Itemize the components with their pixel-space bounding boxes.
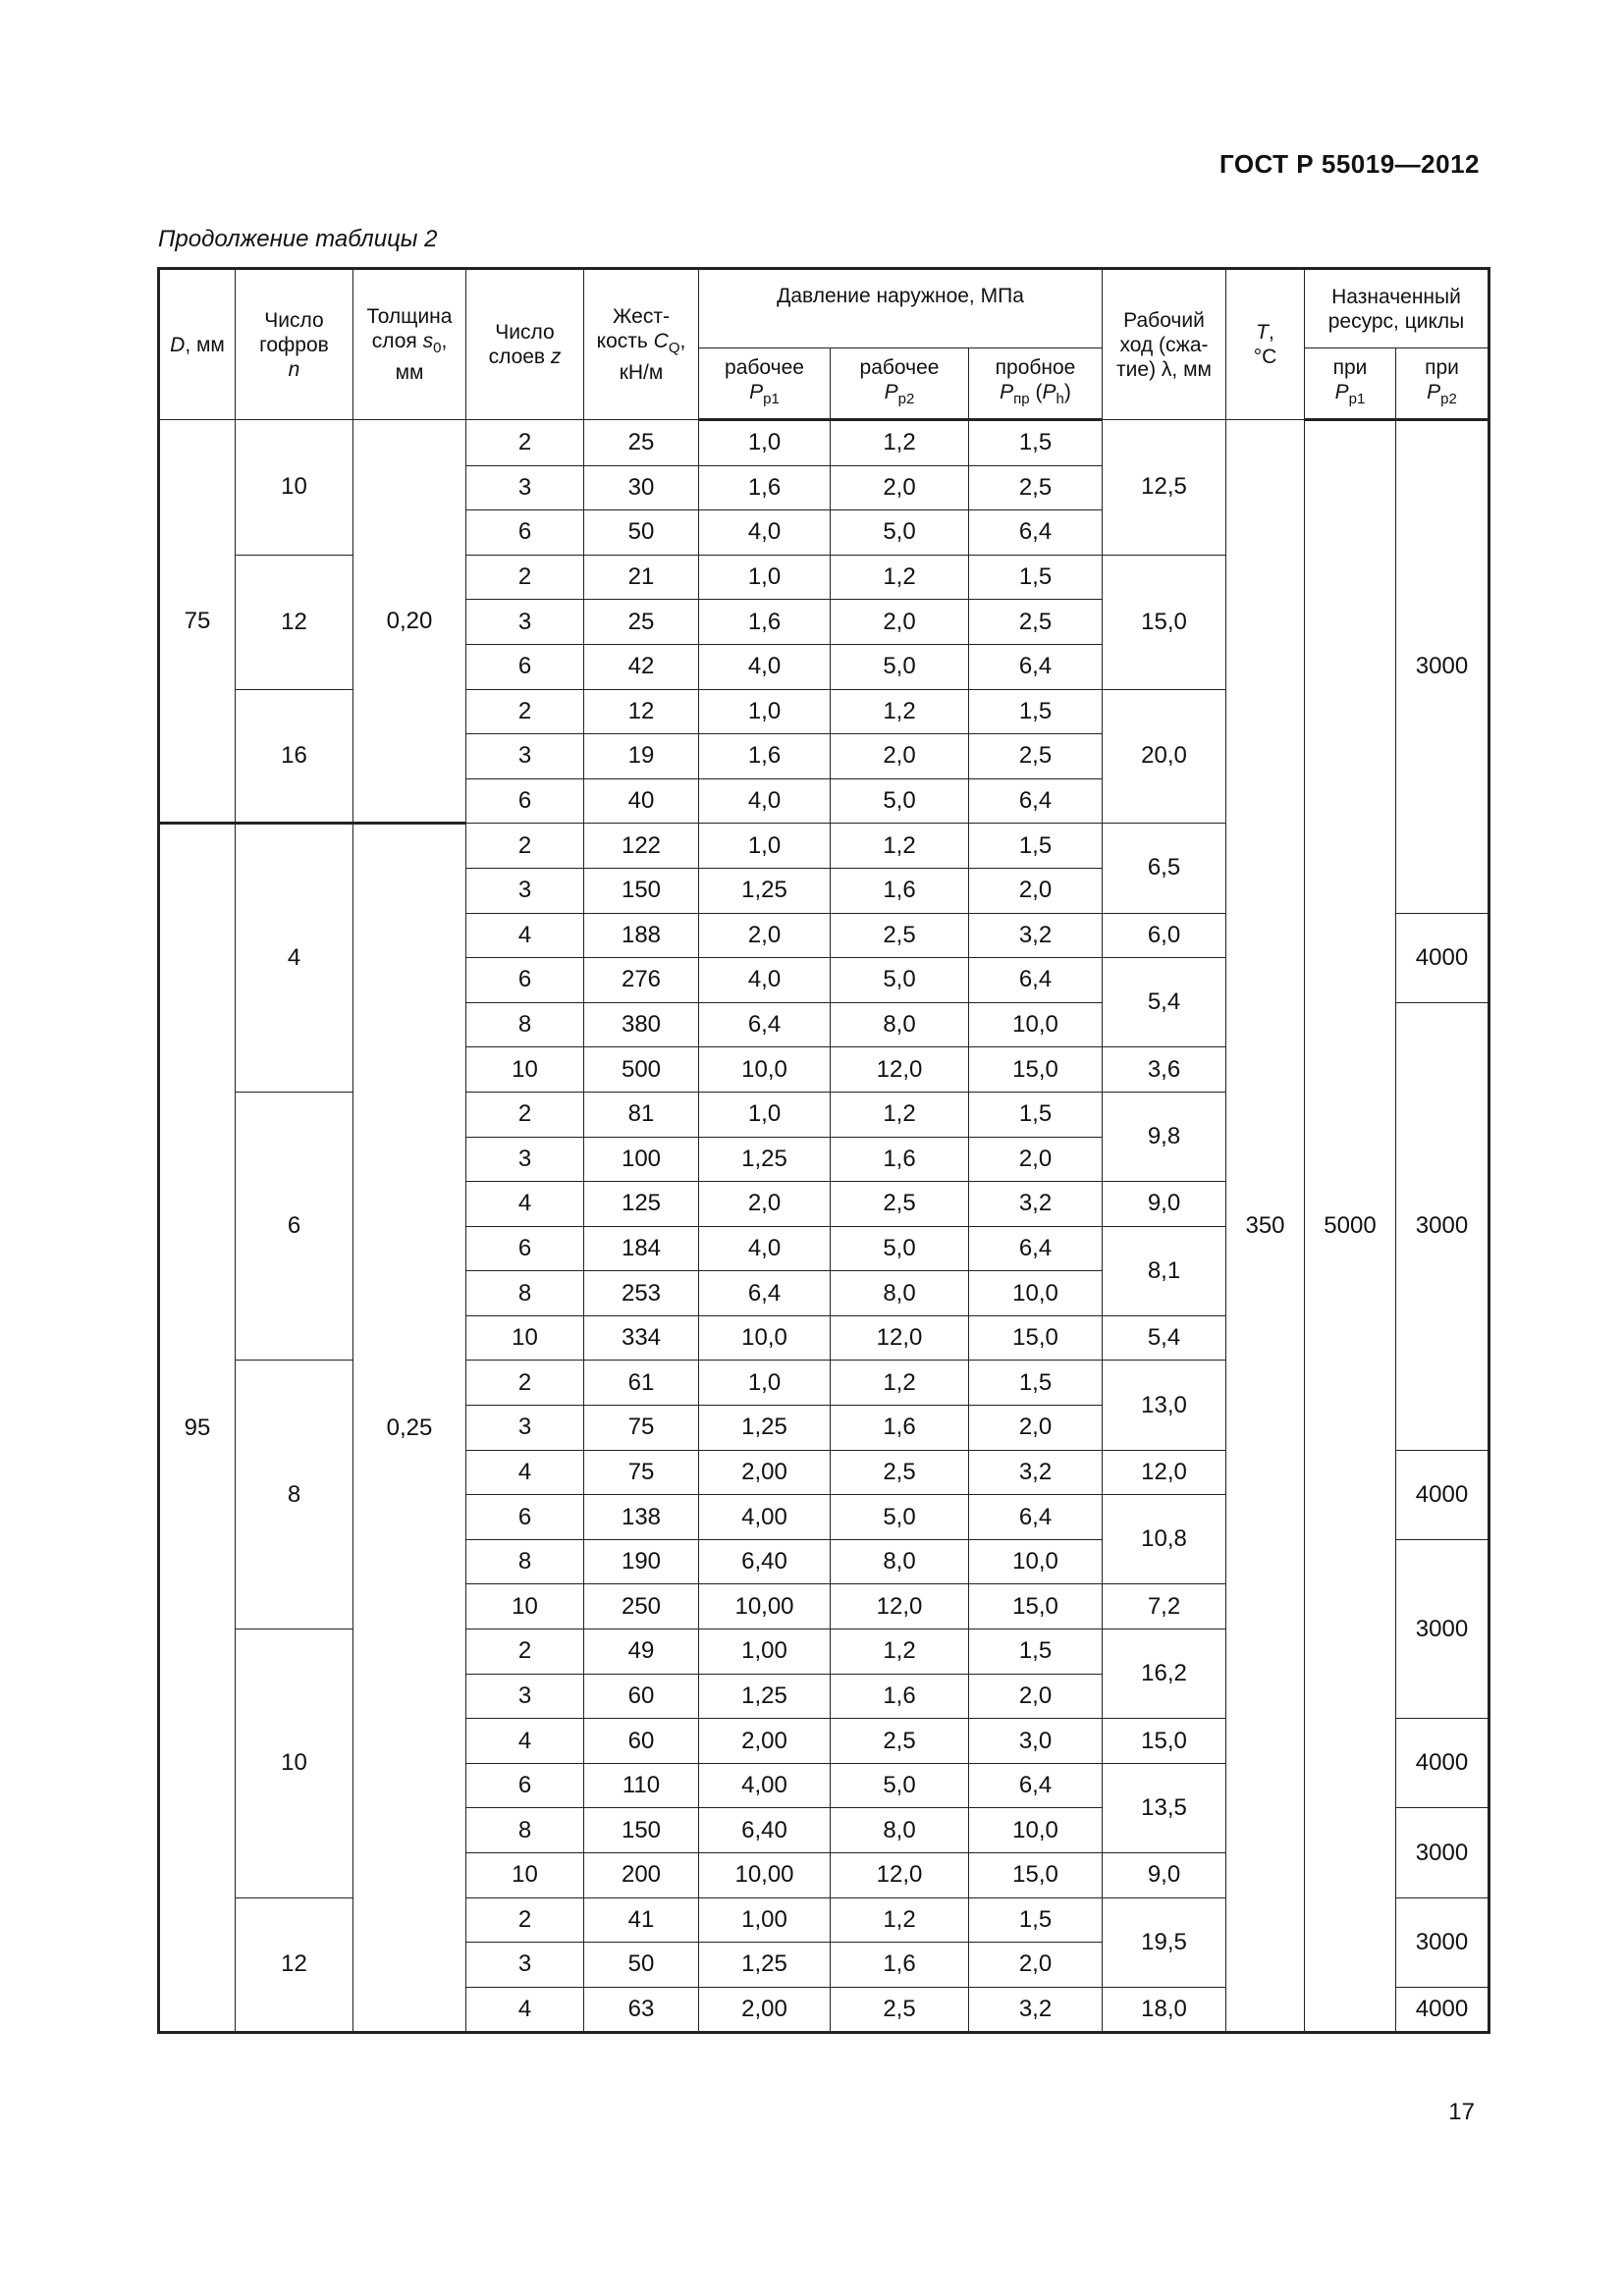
cell-resource-p2: 4000: [1396, 1987, 1489, 2033]
header-resource: Назначенный ресурс, циклы: [1305, 269, 1489, 348]
cell-corrugations: 12: [236, 555, 353, 689]
cell-working-p1: 1,0: [699, 824, 831, 869]
cell-stiffness: 125: [584, 1182, 699, 1227]
cell-layers: 4: [466, 1987, 584, 2033]
cell-working-p2: 2,0: [831, 600, 969, 645]
cell-working-p2: 2,5: [831, 1987, 969, 2033]
cell-stiffness: 25: [584, 420, 699, 466]
cell-layers: 2: [466, 689, 584, 734]
cell-corrugations: 8: [236, 1361, 353, 1629]
cell-stiffness: 138: [584, 1495, 699, 1540]
cell-stroke: 13,5: [1103, 1763, 1226, 1852]
cell-working-p2: 12,0: [831, 1853, 969, 1898]
cell-working-p2: 1,6: [831, 1674, 969, 1719]
cell-test-pressure: 2,5: [969, 600, 1103, 645]
cell-resource-p2: 3000: [1396, 1002, 1489, 1450]
cell-layers: 4: [466, 1450, 584, 1495]
cell-stiffness: 250: [584, 1584, 699, 1629]
cell-working-p1: 1,0: [699, 1361, 831, 1406]
header-temperature: T, °C: [1226, 269, 1305, 420]
cell-working-p2: 8,0: [831, 1808, 969, 1853]
cell-diameter: 75: [159, 420, 236, 824]
cell-layers: 3: [466, 1674, 584, 1719]
cell-test-pressure: 6,4: [969, 510, 1103, 556]
cell-stiffness: 12: [584, 689, 699, 734]
cell-working-p2: 12,0: [831, 1584, 969, 1629]
cell-working-p1: 1,25: [699, 1943, 831, 1988]
cell-working-p2: 8,0: [831, 1002, 969, 1047]
cell-working-p1: 1,00: [699, 1629, 831, 1675]
cell-working-p1: 2,00: [699, 1450, 831, 1495]
header-working-p2: рабочее $P_{р2}$: [831, 348, 969, 420]
cell-test-pressure: 2,0: [969, 1406, 1103, 1451]
cell-working-p2: 1,2: [831, 1897, 969, 1943]
cell-stiffness: 122: [584, 824, 699, 869]
cell-layers: 2: [466, 1629, 584, 1675]
cell-stroke: 9,0: [1103, 1182, 1226, 1227]
cell-working-p1: 10,00: [699, 1584, 831, 1629]
cell-layers: 2: [466, 1361, 584, 1406]
cell-layers: 8: [466, 1271, 584, 1316]
table-header: [159, 269, 1489, 420]
cell-corrugations: 16: [236, 689, 353, 824]
cell-working-p2: 5,0: [831, 1226, 969, 1271]
cell-working-p1: 1,6: [699, 734, 831, 779]
cell-layers: 3: [466, 1943, 584, 1988]
cell-test-pressure: 3,0: [969, 1719, 1103, 1764]
cell-working-p2: 2,5: [831, 1450, 969, 1495]
cell-working-p2: 5,0: [831, 510, 969, 556]
cell-test-pressure: 2,0: [969, 1943, 1103, 1988]
cell-stroke: 13,0: [1103, 1361, 1226, 1450]
cell-stiffness: 500: [584, 1047, 699, 1093]
cell-working-p2: 1,2: [831, 555, 969, 600]
cell-test-pressure: 3,2: [969, 1450, 1103, 1495]
cell-stiffness: 61: [584, 1361, 699, 1406]
cell-working-p2: 5,0: [831, 1763, 969, 1808]
cell-working-p2: 1,6: [831, 868, 969, 913]
cell-test-pressure: 6,4: [969, 1763, 1103, 1808]
cell-stroke: 8,1: [1103, 1226, 1226, 1315]
cell-working-p1: 1,25: [699, 1674, 831, 1719]
cell-stroke: 6,5: [1103, 824, 1226, 913]
cell-stroke: 16,2: [1103, 1629, 1226, 1719]
cell-stiffness: 100: [584, 1137, 699, 1182]
cell-working-p1: 1,0: [699, 420, 831, 466]
cell-working-p1: 1,25: [699, 868, 831, 913]
cell-stiffness: 40: [584, 778, 699, 824]
cell-test-pressure: 15,0: [969, 1315, 1103, 1361]
cell-layers: 2: [466, 1897, 584, 1943]
cell-working-p1: 10,0: [699, 1315, 831, 1361]
cell-layers: 3: [466, 868, 584, 913]
cell-stroke: 5,4: [1103, 1315, 1226, 1361]
cell-test-pressure: 10,0: [969, 1002, 1103, 1047]
cell-working-p2: 2,5: [831, 1719, 969, 1764]
header-stiffness: Жест- кость $C_Q$, кН/м: [584, 269, 699, 420]
cell-working-p2: 1,6: [831, 1137, 969, 1182]
header-pressure: Давление наружное, МПа: [699, 269, 1103, 348]
header-resource-p1: при $P_{р1}$: [1305, 348, 1396, 420]
cell-working-p2: 5,0: [831, 644, 969, 689]
cell-layers: 6: [466, 510, 584, 556]
cell-working-p2: 8,0: [831, 1271, 969, 1316]
cell-working-p2: 5,0: [831, 1495, 969, 1540]
cell-layers: 6: [466, 644, 584, 689]
cell-resource-p2: 4000: [1396, 913, 1489, 1002]
cell-layers: 6: [466, 958, 584, 1003]
cell-layers: 3: [466, 1137, 584, 1182]
cell-test-pressure: 6,4: [969, 644, 1103, 689]
cell-test-pressure: 10,0: [969, 1271, 1103, 1316]
cell-test-pressure: 3,2: [969, 1182, 1103, 1227]
cell-corrugations: 10: [236, 1629, 353, 1898]
cell-working-p2: 1,2: [831, 1629, 969, 1675]
header-corrugations: Число гофров n: [236, 269, 353, 420]
cell-stroke: 7,2: [1103, 1584, 1226, 1629]
cell-diameter: 95: [159, 824, 236, 2033]
cell-stiffness: 334: [584, 1315, 699, 1361]
cell-working-p1: 4,0: [699, 510, 831, 556]
cell-working-p1: 4,00: [699, 1763, 831, 1808]
cell-temperature: 350: [1226, 420, 1305, 2033]
cell-stiffness: 150: [584, 1808, 699, 1853]
cell-layers: 6: [466, 1495, 584, 1540]
cell-stroke: 18,0: [1103, 1987, 1226, 2033]
cell-stiffness: 200: [584, 1853, 699, 1898]
cell-test-pressure: 1,5: [969, 1092, 1103, 1137]
cell-layers: 8: [466, 1002, 584, 1047]
header-layer-thickness: Толщина слоя $s_0$, мм: [353, 269, 466, 420]
cell-stiffness: 184: [584, 1226, 699, 1271]
cell-stiffness: 81: [584, 1092, 699, 1137]
cell-stiffness: 21: [584, 555, 699, 600]
cell-layers: 2: [466, 824, 584, 869]
cell-working-p1: 1,25: [699, 1137, 831, 1182]
cell-test-pressure: 3,2: [969, 1987, 1103, 2033]
cell-working-p1: 4,0: [699, 958, 831, 1003]
cell-stiffness: 75: [584, 1406, 699, 1451]
header-layers: Число слоев z: [466, 269, 584, 420]
cell-working-p1: 1,25: [699, 1406, 831, 1451]
cell-stroke: 9,8: [1103, 1092, 1226, 1181]
cell-layers: 6: [466, 1763, 584, 1808]
cell-layers: 8: [466, 1539, 584, 1584]
cell-working-p1: 1,00: [699, 1897, 831, 1943]
cell-working-p1: 6,40: [699, 1539, 831, 1584]
cell-stroke: 3,6: [1103, 1047, 1226, 1093]
cell-stroke: 15,0: [1103, 555, 1226, 689]
cell-working-p2: 12,0: [831, 1315, 969, 1361]
cell-resource-p2: 3000: [1396, 1897, 1489, 1987]
cell-working-p1: 1,0: [699, 1092, 831, 1137]
cell-working-p1: 6,4: [699, 1002, 831, 1047]
cell-working-p1: 1,0: [699, 689, 831, 734]
cell-stiffness: 19: [584, 734, 699, 779]
cell-test-pressure: 1,5: [969, 555, 1103, 600]
cell-working-p1: 1,6: [699, 600, 831, 645]
cell-test-pressure: 1,5: [969, 1629, 1103, 1675]
cell-working-p1: 4,0: [699, 778, 831, 824]
cell-layers: 10: [466, 1853, 584, 1898]
cell-working-p1: 2,0: [699, 913, 831, 958]
cell-test-pressure: 2,0: [969, 1137, 1103, 1182]
cell-corrugations: 6: [236, 1092, 353, 1361]
cell-test-pressure: 2,0: [969, 1674, 1103, 1719]
cell-layers: 6: [466, 1226, 584, 1271]
table-row: [159, 420, 1489, 466]
specification-table: [157, 267, 1490, 2034]
cell-working-p1: 4,00: [699, 1495, 831, 1540]
cell-test-pressure: 1,5: [969, 420, 1103, 466]
cell-stiffness: 63: [584, 1987, 699, 2033]
cell-stroke: 12,5: [1103, 420, 1226, 556]
cell-stiffness: 150: [584, 868, 699, 913]
cell-corrugations: 10: [236, 420, 353, 556]
cell-working-p1: 6,4: [699, 1271, 831, 1316]
cell-resource-p2: 3000: [1396, 1808, 1489, 1897]
cell-stroke: 12,0: [1103, 1450, 1226, 1495]
cell-working-p2: 1,2: [831, 420, 969, 466]
cell-working-p1: 2,0: [699, 1182, 831, 1227]
cell-layers: 4: [466, 1719, 584, 1764]
cell-stiffness: 50: [584, 1943, 699, 1988]
header-resource-p2: при $P_{р2}$: [1396, 348, 1489, 420]
cell-stiffness: 41: [584, 1897, 699, 1943]
cell-layers: 3: [466, 734, 584, 779]
cell-stroke: 6,0: [1103, 913, 1226, 958]
cell-test-pressure: 2,5: [969, 465, 1103, 510]
cell-corrugations: 12: [236, 1897, 353, 2033]
cell-test-pressure: 6,4: [969, 778, 1103, 824]
table-caption: Продолжение таблицы 2: [158, 226, 438, 252]
cell-stroke: 10,8: [1103, 1495, 1226, 1584]
cell-test-pressure: 15,0: [969, 1047, 1103, 1093]
header-test-pressure: пробное $P_{пр}$ $(P_h)$: [969, 348, 1103, 420]
cell-working-p2: 2,5: [831, 913, 969, 958]
cell-working-p2: 1,6: [831, 1943, 969, 1988]
cell-working-p2: 5,0: [831, 958, 969, 1003]
cell-working-p1: 1,6: [699, 465, 831, 510]
cell-layers: 4: [466, 913, 584, 958]
cell-stroke: 5,4: [1103, 958, 1226, 1047]
cell-stroke: 9,0: [1103, 1853, 1226, 1898]
cell-working-p2: 2,0: [831, 734, 969, 779]
table-body: [159, 420, 1489, 2033]
cell-corrugations: 4: [236, 824, 353, 1093]
cell-stiffness: 30: [584, 465, 699, 510]
cell-working-p2: 5,0: [831, 778, 969, 824]
cell-resource-p2: 4000: [1396, 1719, 1489, 1808]
cell-layers: 10: [466, 1047, 584, 1093]
cell-test-pressure: 3,2: [969, 913, 1103, 958]
page-number: 17: [1448, 2099, 1475, 2125]
cell-test-pressure: 2,5: [969, 734, 1103, 779]
cell-working-p2: 2,5: [831, 1182, 969, 1227]
cell-working-p1: 10,00: [699, 1853, 831, 1898]
cell-layers: 8: [466, 1808, 584, 1853]
cell-test-pressure: 6,4: [969, 1226, 1103, 1271]
cell-stiffness: 110: [584, 1763, 699, 1808]
cell-stiffness: 60: [584, 1719, 699, 1764]
cell-test-pressure: 6,4: [969, 1495, 1103, 1540]
cell-test-pressure: 1,5: [969, 824, 1103, 869]
cell-test-pressure: 15,0: [969, 1853, 1103, 1898]
cell-layers: 3: [466, 600, 584, 645]
cell-resource-p2: 3000: [1396, 1539, 1489, 1718]
cell-test-pressure: 15,0: [969, 1584, 1103, 1629]
cell-stiffness: 75: [584, 1450, 699, 1495]
cell-test-pressure: 1,5: [969, 689, 1103, 734]
cell-test-pressure: 1,5: [969, 1897, 1103, 1943]
cell-stiffness: 188: [584, 913, 699, 958]
cell-working-p1: 1,0: [699, 555, 831, 600]
cell-resource-p2: 3000: [1396, 420, 1489, 914]
cell-layers: 2: [466, 420, 584, 466]
cell-layers: 2: [466, 1092, 584, 1137]
cell-stiffness: 49: [584, 1629, 699, 1675]
header-diameter: D, мм: [159, 269, 236, 420]
cell-layers: 2: [466, 555, 584, 600]
cell-layers: 4: [466, 1182, 584, 1227]
cell-layers: 3: [466, 1406, 584, 1451]
cell-layer-thickness: 0,20: [353, 420, 466, 824]
cell-stroke: 20,0: [1103, 689, 1226, 824]
cell-working-p2: 1,2: [831, 1092, 969, 1137]
cell-layer-thickness: 0,25: [353, 824, 466, 2033]
cell-working-p2: 1,2: [831, 824, 969, 869]
cell-working-p1: 4,0: [699, 1226, 831, 1271]
cell-working-p1: 4,0: [699, 644, 831, 689]
cell-layers: 6: [466, 778, 584, 824]
cell-stroke: 19,5: [1103, 1897, 1226, 1987]
cell-working-p1: 2,00: [699, 1987, 831, 2033]
cell-stiffness: 380: [584, 1002, 699, 1047]
cell-stiffness: 253: [584, 1271, 699, 1316]
cell-test-pressure: 10,0: [969, 1539, 1103, 1584]
header-stroke: Рабочий ход (сжа- тие) λ, мм: [1103, 269, 1226, 420]
cell-working-p2: 8,0: [831, 1539, 969, 1584]
cell-working-p2: 12,0: [831, 1047, 969, 1093]
cell-test-pressure: 1,5: [969, 1361, 1103, 1406]
cell-working-p1: 2,00: [699, 1719, 831, 1764]
cell-working-p2: 1,6: [831, 1406, 969, 1451]
cell-stiffness: 276: [584, 958, 699, 1003]
cell-working-p2: 1,2: [831, 1361, 969, 1406]
cell-stiffness: 190: [584, 1539, 699, 1584]
cell-test-pressure: 6,4: [969, 958, 1103, 1003]
cell-test-pressure: 10,0: [969, 1808, 1103, 1853]
cell-stiffness: 60: [584, 1674, 699, 1719]
header-working-p1: рабочее $P_{р1}$: [699, 348, 831, 420]
cell-stroke: 15,0: [1103, 1719, 1226, 1764]
cell-layers: 10: [466, 1584, 584, 1629]
cell-working-p1: 10,0: [699, 1047, 831, 1093]
cell-resource-p1: 5000: [1305, 420, 1396, 2033]
cell-layers: 10: [466, 1315, 584, 1361]
cell-working-p1: 6,40: [699, 1808, 831, 1853]
cell-stiffness: 25: [584, 600, 699, 645]
cell-working-p2: 1,2: [831, 689, 969, 734]
standard-designation: ГОСТ Р 55019—2012: [1218, 149, 1480, 179]
cell-resource-p2: 4000: [1396, 1450, 1489, 1539]
cell-test-pressure: 2,0: [969, 868, 1103, 913]
cell-stiffness: 42: [584, 644, 699, 689]
cell-working-p2: 2,0: [831, 465, 969, 510]
cell-layers: 3: [466, 465, 584, 510]
cell-stiffness: 50: [584, 510, 699, 556]
